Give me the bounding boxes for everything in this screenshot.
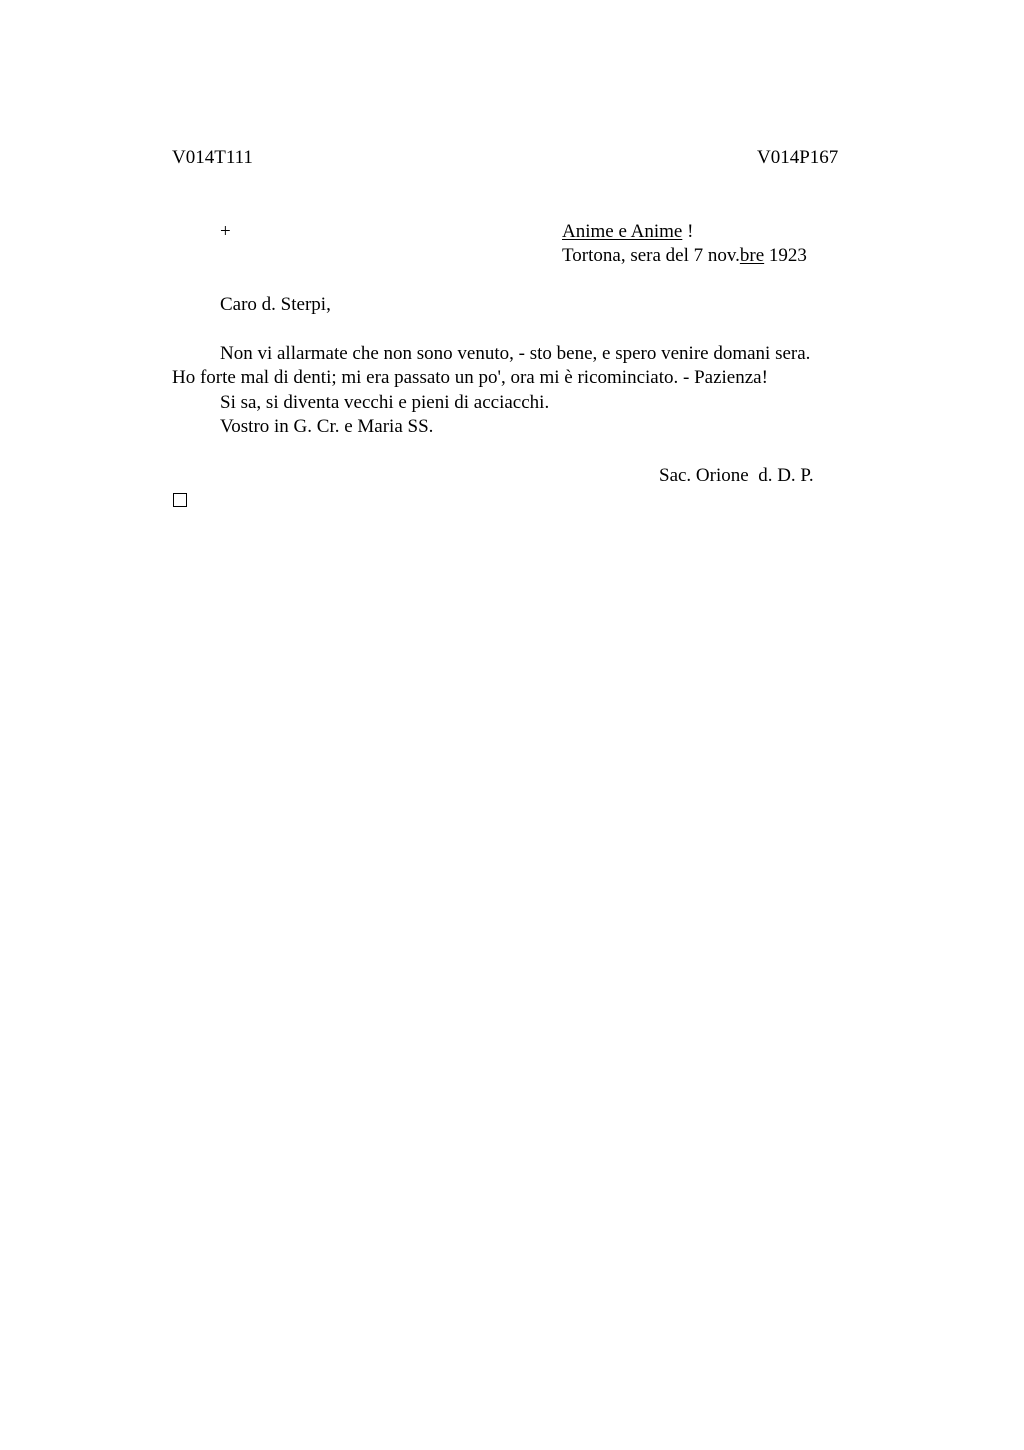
signature: Sac. Orione d. D. P. <box>659 465 814 486</box>
paragraph-1-line-2: Ho forte mal di denti; mi era passato un po', ora mi è ricominciato. - Pazienza! <box>172 367 768 388</box>
end-square-icon <box>173 493 187 507</box>
date-prefix: Tortona, sera del 7 nov. <box>562 245 740 266</box>
date-underlined: bre <box>739 245 765 266</box>
document-id-left: V014T111 <box>172 147 253 168</box>
motto <box>562 220 693 244</box>
dateline <box>562 244 807 268</box>
salutation: Caro d. Sterpi, <box>220 294 331 315</box>
paragraph-2: Si sa, si diventa vecchi e pieni di acciacchi. <box>220 392 550 413</box>
closing-line: Vostro in G. Cr. e Maria SS. <box>220 416 434 437</box>
date-suffix: 1923 <box>764 245 807 266</box>
motto-underlined-text: Anime e Anime <box>562 221 683 242</box>
paragraph-1-line-1: Non vi allarmate che non sono venuto, - sto bene, e spero venire domani sera. <box>220 343 811 364</box>
document-id-right: V014P167 <box>757 147 839 168</box>
motto-suffix: ! <box>682 221 694 242</box>
cross-symbol: + <box>220 221 231 242</box>
